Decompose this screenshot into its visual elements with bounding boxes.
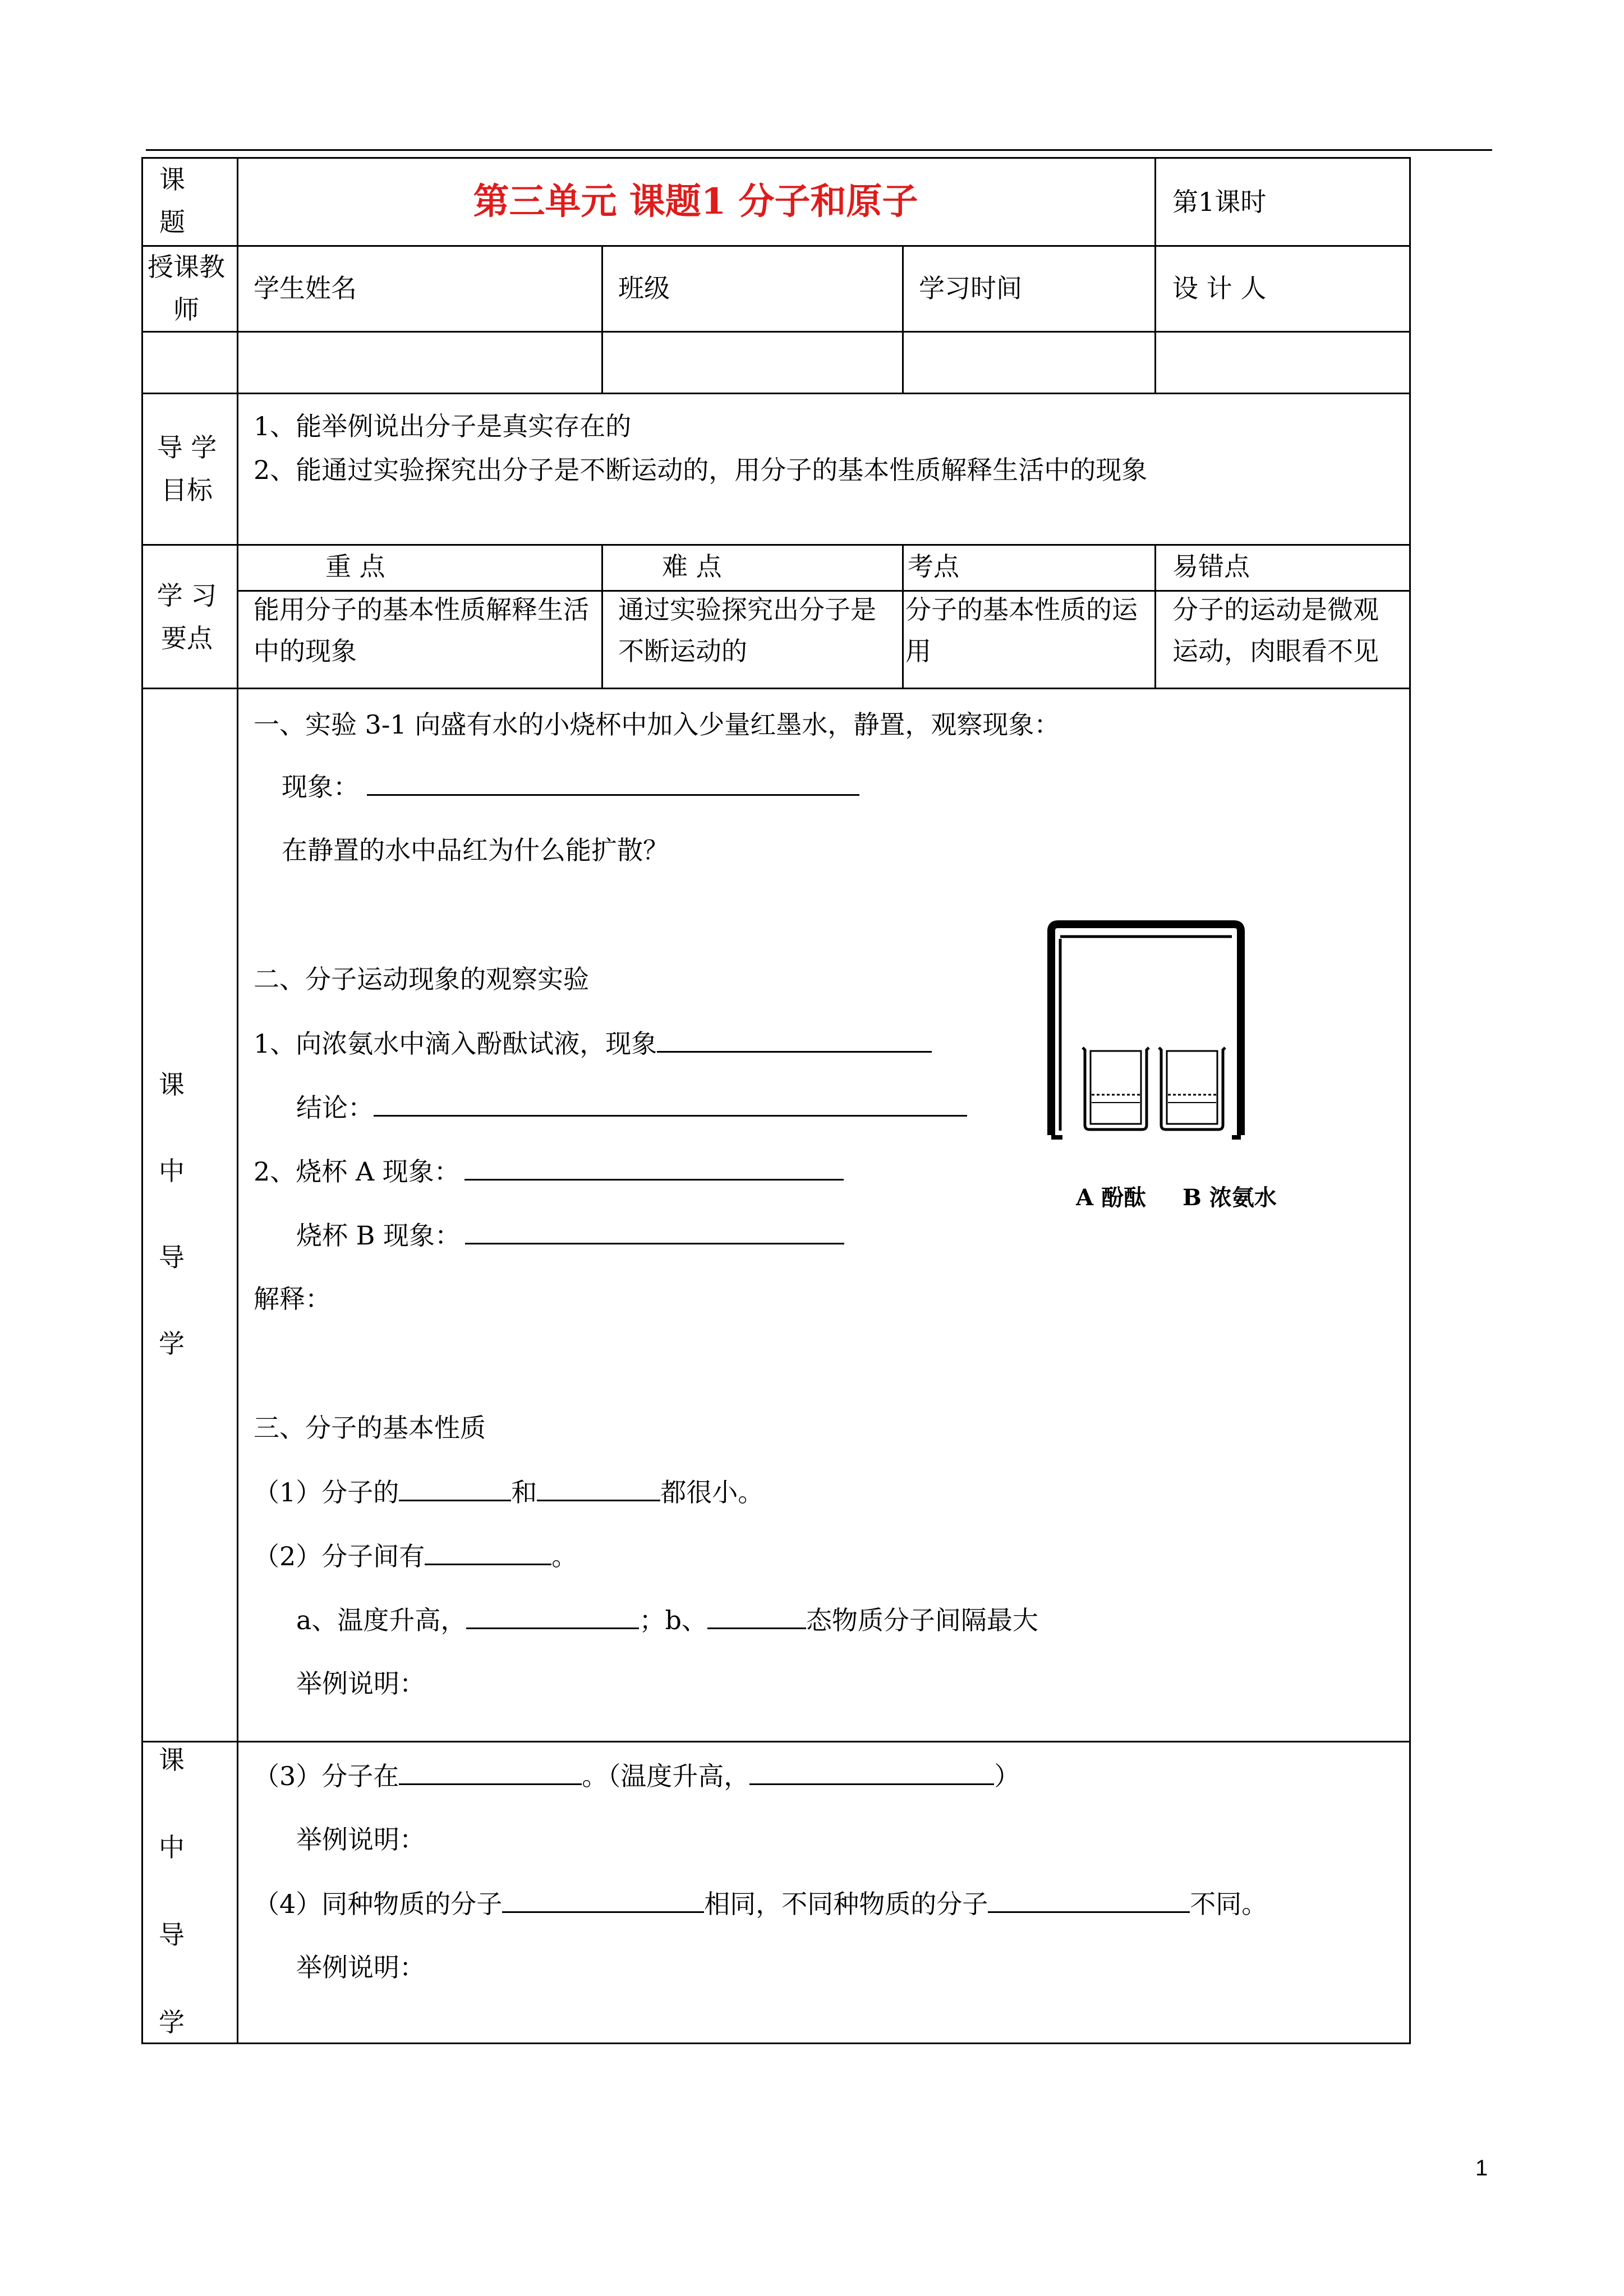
kp-header-exam: 考点 (908, 551, 959, 582)
example-label: 举例说明： (296, 1668, 425, 1699)
kp-header-mistake: 易错点 (1172, 551, 1250, 582)
table-border-left (141, 157, 143, 2044)
kp-value-exam: 分子的基本性质的运用 (905, 594, 1138, 666)
property-2-line (254, 1539, 577, 1573)
question-text: 在静置的水中品红为什么能扩散？ (282, 835, 669, 865)
property-3-line (254, 1759, 1020, 1793)
property-4-middle: 相同，不同种物质的分子 (704, 1889, 988, 1919)
experiment-title: 一、实验 3-1 向盛有水的小烧杯中加入少量红墨水，静置，观察现象： (254, 709, 1060, 740)
property-4-prefix: （4）同种物质的分子 (254, 1889, 503, 1919)
goals-label: 导 学 目标 (157, 432, 217, 505)
label-column-divider (237, 157, 238, 2044)
beaker-a-icon (1083, 1048, 1149, 1129)
row-line-2 (141, 331, 1411, 333)
property-3-middle: 。（温度升高， (582, 1761, 750, 1791)
kp-divider-3 (902, 544, 904, 688)
kp-header-focus: 重 点 (325, 551, 385, 582)
section-label-2-char-2: 中 (159, 1832, 185, 1862)
example-label-2: 举例说明： (296, 1824, 425, 1855)
property-2a-prefix: a、温度升高， (296, 1605, 467, 1635)
conclusion-blank (374, 1090, 967, 1117)
conclusion-label: 结论： (296, 1092, 374, 1123)
beaker-a-blank (464, 1154, 844, 1181)
section-2-title: 二、分子运动现象的观察实验 (254, 964, 589, 994)
beaker-a-line (254, 1154, 844, 1188)
property-2a-suffix: 态物质分子间隔最大 (806, 1605, 1038, 1635)
property-3-blank-1 (399, 1759, 582, 1785)
beaker-b-icon (1159, 1048, 1225, 1129)
property-2a-line (296, 1603, 1038, 1637)
section-label-char-2: 中 (159, 1156, 185, 1186)
apparatus-figure (1043, 920, 1268, 1144)
topic-label: 课题 (159, 164, 185, 237)
col-divider-3 (902, 245, 904, 393)
beaker-a-text: 2、烧杯 A 现象： (254, 1156, 460, 1187)
section-label-2-char-3: 导 (159, 1920, 185, 1950)
property-4-suffix: 不同。 (1190, 1889, 1268, 1919)
property-1-blank-1 (399, 1475, 511, 1501)
property-1-middle: 和 (511, 1477, 537, 1507)
property-3-prefix: （3）分子在 (254, 1761, 399, 1791)
caption-beaker-a: A 酚酞 (1076, 1184, 1146, 1211)
property-3-blank-2 (749, 1759, 994, 1785)
table-border-right (1409, 157, 1411, 2044)
property-1-prefix: （1）分子的 (254, 1477, 399, 1507)
phenomenon-line (282, 769, 859, 804)
section-label-char-3: 导 (159, 1242, 185, 1273)
kp-value-difficulty: 通过实验探究出分子是不断运动的 (618, 594, 876, 666)
section-label-char-1: 课 (159, 1069, 185, 1100)
goal-item-1: 1、能举例说出分子是真实存在的 (254, 411, 632, 441)
item-1-text: 1、向浓氨水中滴入酚酞试液，现象 (254, 1029, 657, 1059)
item-1-blank (657, 1026, 932, 1053)
kp-value-mistake: 分子的运动是微观运动，肉眼看不见 (1172, 594, 1379, 666)
property-2-prefix: （2）分子间有 (254, 1541, 425, 1571)
class-label: 班级 (618, 273, 670, 303)
phenomenon-blank (367, 769, 859, 796)
kp-divider-2 (601, 544, 603, 688)
property-1-suffix: 都很小。 (660, 1477, 764, 1507)
row-line-3 (141, 393, 1411, 394)
teacher-label: 授课教师 (148, 252, 225, 325)
row-line-4 (141, 544, 1411, 546)
key-points-label: 学 习 要点 (157, 580, 217, 653)
property-1-line (254, 1475, 763, 1509)
property-2a-middle: ；b、 (639, 1605, 707, 1635)
designer-label: 设 计 人 (1172, 273, 1267, 303)
property-4-line (254, 1887, 1267, 1921)
beaker-b-text: 烧杯 B 现象： (296, 1220, 461, 1251)
section-label-2-char-1: 课 (159, 1745, 185, 1775)
kp-value-focus: 能用分子的基本性质解释生活中的现象 (254, 594, 589, 666)
example-label-3: 举例说明： (296, 1952, 425, 1983)
section-3-title: 三、分子的基本性质 (254, 1413, 486, 1443)
row-line-1 (141, 245, 1411, 247)
property-4-blank-2 (988, 1887, 1190, 1913)
property-1-blank-2 (537, 1475, 660, 1501)
row-line-5 (141, 688, 1411, 689)
caption-beaker-b: B 浓氨水 (1183, 1184, 1277, 1211)
header-rule (146, 149, 1492, 151)
beaker-b-line (296, 1218, 844, 1252)
page-number: 1 (1475, 2156, 1488, 2180)
row-line-bottom (141, 2043, 1411, 2044)
property-2-suffix: 。 (551, 1541, 578, 1571)
col-divider-2 (601, 245, 603, 393)
lesson-number: 第1课时 (1172, 187, 1267, 217)
goal-item-2: 2、能通过实验探究出分子是不断运动的，用分子的基本性质解释生活中的现象 (254, 455, 1148, 485)
page-title: 第三单元 课题1 分子和原子 (473, 181, 918, 223)
study-time-label: 学习时间 (919, 273, 1022, 303)
kp-header-difficulty: 难 点 (662, 551, 722, 582)
phenomenon-label: 现象： (282, 772, 359, 802)
row-line-top (141, 157, 1411, 159)
beaker-b-blank (465, 1218, 844, 1244)
property-2a-blank-2 (707, 1603, 806, 1629)
item-1-line (254, 1026, 932, 1061)
property-3-suffix: ） (994, 1761, 1020, 1791)
explanation-label: 解释： (254, 1284, 331, 1314)
section-label-char-4: 学 (159, 1329, 185, 1359)
section-label-2-char-4: 学 (159, 2007, 185, 2037)
property-4-blank-1 (502, 1887, 704, 1913)
kp-divider-4 (1154, 544, 1156, 688)
conclusion-line (296, 1090, 967, 1124)
property-2a-blank-1 (466, 1603, 639, 1629)
property-2-blank (425, 1539, 551, 1565)
row-line-6 (141, 1741, 1411, 1742)
student-name-label: 学生姓名 (254, 273, 357, 303)
